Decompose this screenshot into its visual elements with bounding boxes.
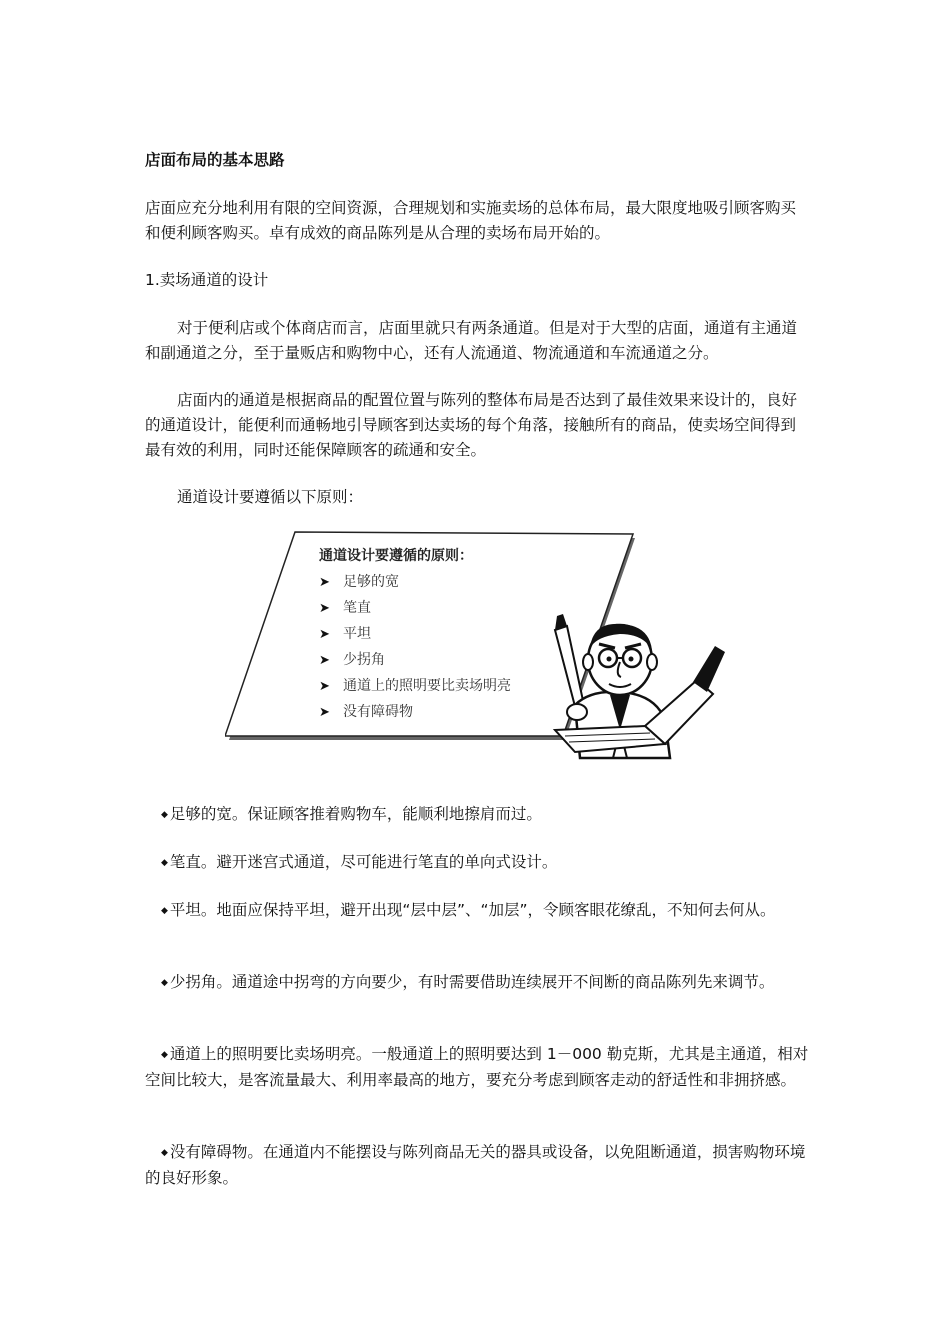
diamond-bullet-icon: ◆ [161, 978, 168, 988]
figure-item: 没有障碍物 [343, 704, 413, 720]
figure-title: 通道设计要遵循的原则： [319, 548, 473, 564]
arrow-icon: ➤ [319, 575, 330, 590]
bullet-item: ◆ 平坦。地面应保持平坦，避开出现“层中层”、“加层”，令顾客眼花缭乱，不知何去何从。 [161, 901, 776, 919]
arrow-icon: ➤ [319, 653, 330, 668]
paragraph-1: 对于便利店或个体商店而言，店面里就只有两条通道。但是对于大型的店面，通道有主通道和副通道之分，至于量贩店和购物中心，还有人流通道、物流通道和车流通道之分。 [145, 319, 798, 362]
bullet-item: ◆ 没有障碍物。在通道内不能摆设与陈列商品无关的器具或设备，以免阻断通道，损害购物环境的良好形象。 [145, 1143, 806, 1187]
arrow-icon: ➤ [319, 601, 330, 616]
arrow-icon: ➤ [319, 679, 330, 694]
section-title: 1.卖场通道的设计 [145, 271, 269, 289]
figure-item: 平坦 [343, 626, 371, 642]
figure-item: 通道上的照明要比卖场明亮 [343, 678, 511, 694]
bullet-item: ◆ 足够的宽。保证顾客推着购物车，能顺利地擦肩而过。 [161, 805, 542, 823]
bullet-item: ◆ 笔直。避开迷宫式通道，尽可能进行笔直的单向式设计。 [161, 853, 558, 871]
diamond-bullet-icon: ◆ [161, 1050, 168, 1060]
diamond-bullet-icon: ◆ [161, 858, 168, 868]
intro-paragraph: 店面应充分地利用有限的空间资源，合理规划和实施卖场的总体布局，最大限度地吸引顾客购买和便利顾客购买。卓有成效的商品陈列是从合理的卖场布局开始的。 [145, 199, 797, 242]
diamond-bullet-icon: ◆ [161, 810, 168, 820]
figure-item: 少拐角 [343, 652, 385, 668]
bullet-item: ◆ 少拐角。通道途中拐弯的方向要少，有时需要借助连续展开不间断的商品陈列先来调节。 [161, 973, 775, 991]
diamond-bullet-icon: ◆ [161, 906, 168, 916]
diamond-bullet-icon: ◆ [161, 1148, 168, 1158]
arrow-icon: ➤ [319, 627, 330, 642]
figure-item: 足够的宽 [343, 574, 399, 590]
principles-illustration [225, 530, 725, 760]
paragraph-3: 通道设计要遵循以下原则： [177, 488, 364, 506]
bullet-item: ◆ 通道上的照明要比卖场明亮。一般通道上的照明要达到 1－000 勒克斯，尤其是主通道，相对空间比较大，是客流量最大、利用率最高的地方，要充分考虑到顾客走动的舒适性和非拥挤感。 [145, 1045, 809, 1089]
paragraph-2: 店面内的通道是根据商品的配置位置与陈列的整体布局是否达到了最佳效果来设计的，良好的通道设计，能便利而通畅地引导顾客到达卖场的每个角落，接触所有的商品，使卖场空间得到最有效的利用，同时还能保障顾客的疏通和安全。 [145, 391, 798, 459]
page-title: 店面布局的基本思路 [145, 151, 285, 169]
figure-item: 笔直 [343, 600, 371, 616]
arrow-icon: ➤ [319, 705, 330, 720]
